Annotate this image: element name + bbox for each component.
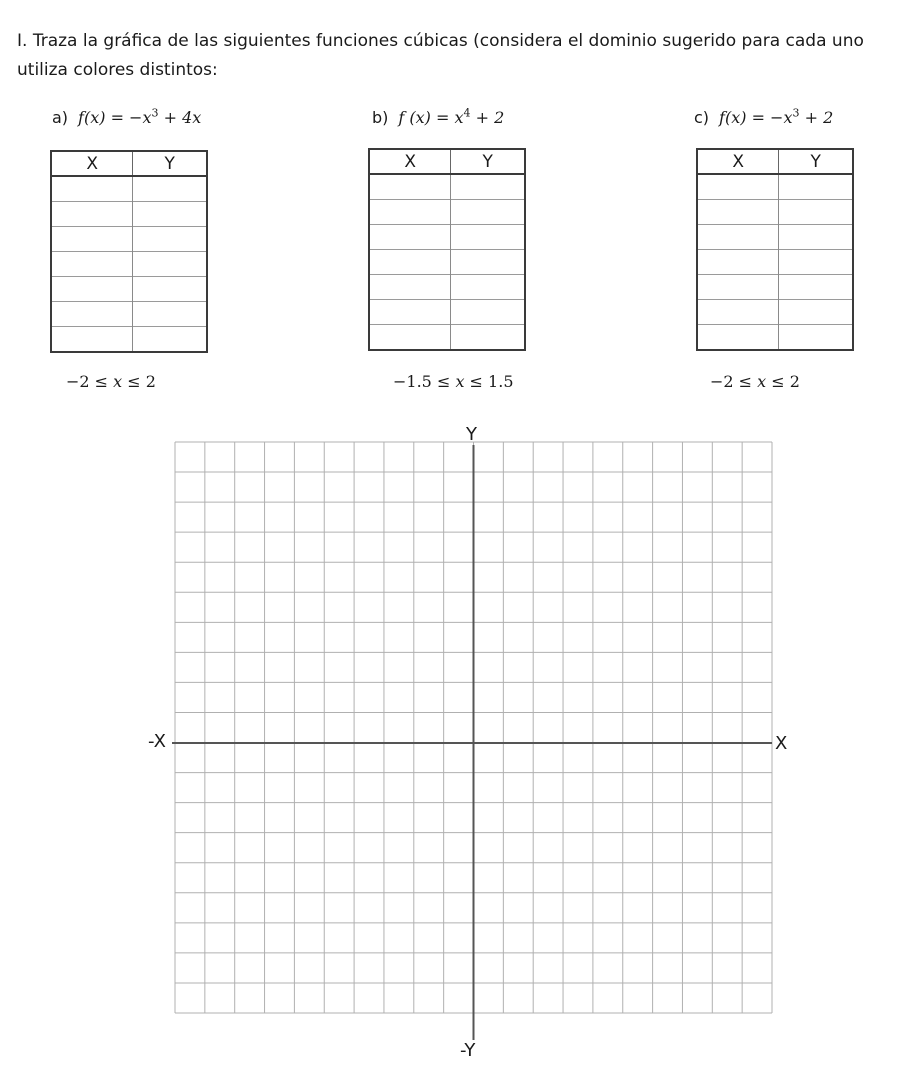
table-header-y: Y [779, 149, 853, 174]
y-axis-label: Y [466, 424, 477, 445]
problem-a-function: $f(x) = -x^3 + 4x$ [78, 107, 202, 128]
problem-c-label: c) [694, 108, 710, 128]
neg-y-axis-label: -Y [460, 1040, 476, 1061]
table-header-x: X [51, 151, 133, 176]
table-header-y: Y [133, 151, 207, 176]
problem-a-label: a) [52, 108, 69, 128]
instructions-line-2: utiliza colores distintos: [17, 60, 218, 80]
x-axis-label: X [775, 733, 788, 754]
problem-c-domain: −2 ≤ x ≤ 2 [710, 372, 800, 391]
problem-b-function: f $(x) = x^4 + 2$ [398, 107, 505, 128]
instructions-line-1: I. Traza la gráfica de las siguientes funciones cúbicas (considera el dominio sugerido para cada uno [17, 31, 864, 51]
problem-b-label: b) [372, 108, 389, 128]
neg-x-axis-label: -X [148, 731, 166, 752]
problem-c-function: $f(x) = -x^3 + 2$ [719, 107, 834, 128]
table-header-x: X [369, 149, 451, 174]
problem-b-domain: −1.5 ≤ x ≤ 1.5 [393, 372, 514, 391]
table-header-x: X [697, 149, 779, 174]
table-header-y: Y [451, 149, 525, 174]
problem-a-domain: −2 ≤ x ≤ 2 [66, 372, 156, 391]
